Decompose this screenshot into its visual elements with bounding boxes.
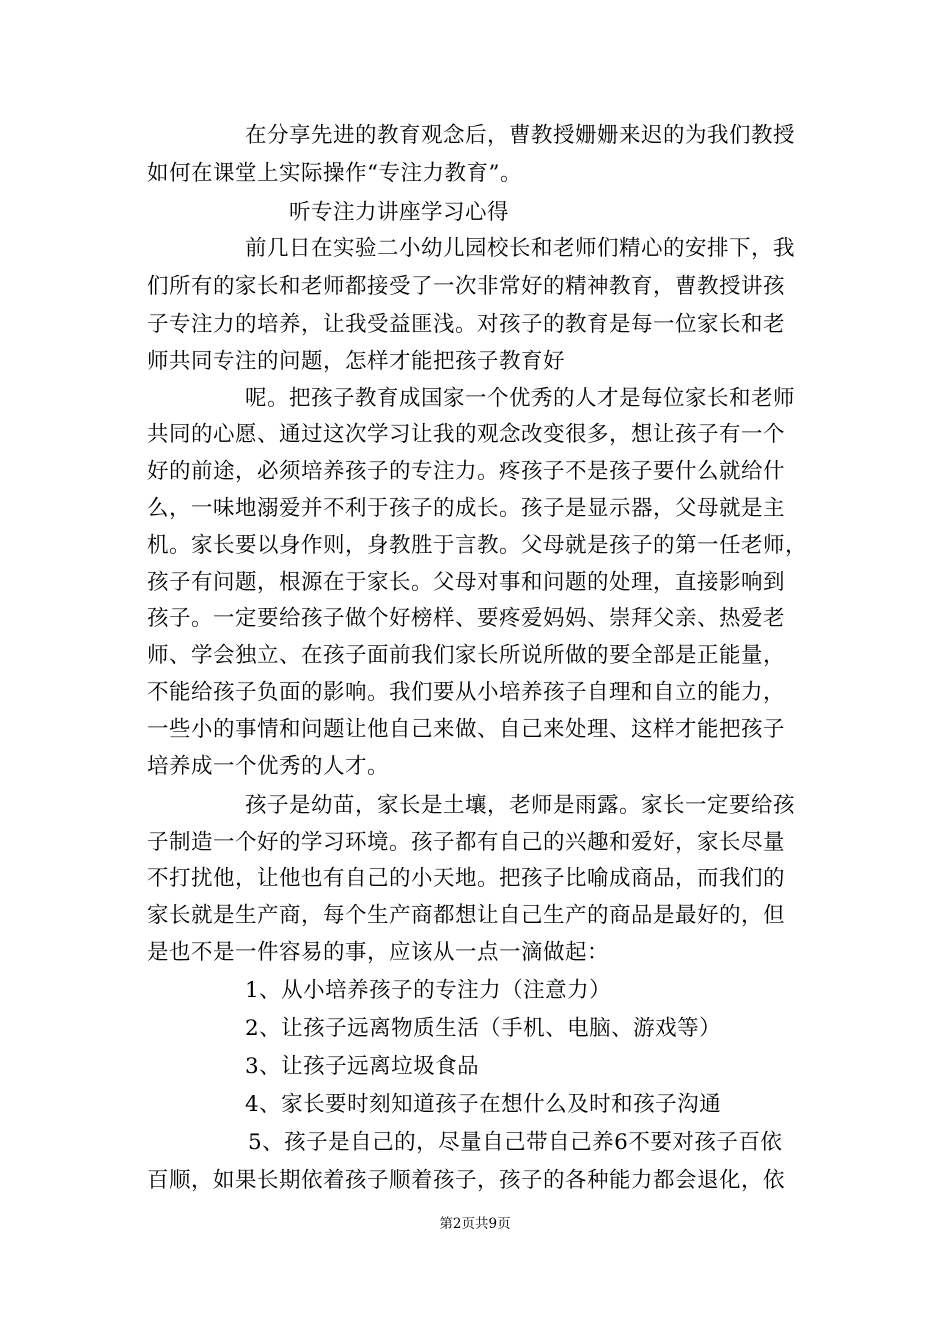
- list-item: 1、从小培养孩子的专注力（注意力）: [245, 978, 612, 1003]
- text-line: 前几日在实验二小幼儿园校长和老师们精心的安排下，我: [245, 236, 796, 261]
- text-line: 么，一味地溺爱并不利于孩子的成长。孩子是显示器，父母就是主: [147, 496, 786, 521]
- text-line: 师共同专注的问题，怎样才能把孩子教育好: [147, 349, 566, 374]
- text-line: 好的前途，必须培养孩子的专注力。疼孩子不是孩子要什么就给什: [147, 459, 786, 484]
- text-line: 家长就是生产商，每个生产商都想让自己生产的商品是最好的，但: [147, 903, 786, 928]
- text-line: 孩子。一定要给孩子做个好榜样、要疼爱妈妈、崇拜父亲、热爱老: [147, 606, 786, 631]
- list-item: 4、家长要时刻知道孩子在想什么及时和孩子沟通: [245, 1092, 722, 1117]
- text-line: 呢。把孩子教育成国家一个优秀的人才是每位家长和老师: [245, 386, 796, 411]
- list-item: 5、孩子是自己的，尽量自己带自己养6不要对孩子百依: [248, 1130, 783, 1155]
- text-line: 一些小的事情和问题让他自己来做、自己来处理、这样才能把孩子: [147, 717, 786, 742]
- text-line: 百顺，如果长期依着孩子顺着孩子，孩子的各种能力都会退化，依: [147, 1168, 786, 1193]
- text-line: 是也不是一件容易的事，应该从一点一滴做起：: [147, 940, 610, 965]
- text-line: 孩子有问题，根源在于家长。父母对事和问题的处理，直接影响到: [147, 570, 786, 595]
- text-line: 如何在课堂上实际操作“专注力教育”。: [147, 161, 522, 186]
- text-line: 在分享先进的教育观念后，曹教授姗姗来迟的为我们教授: [245, 123, 796, 148]
- list-item: 3、让孩子远离垃圾食品: [245, 1054, 480, 1079]
- text-line: 不打扰他，让他也有自己的小天地。把孩子比喻成商品，而我们的: [147, 866, 786, 891]
- text-line: 机。家长要以身作则，身教胜于言教。父母就是孩子的第一任老师，: [147, 533, 808, 558]
- text-line: 们所有的家长和老师都接受了一次非常好的精神教育，曹教授讲孩: [147, 274, 786, 299]
- section-heading: 听专注力讲座学习心得: [289, 200, 510, 225]
- text-line: 共同的心愿、通过这次学习让我的观念改变很多，想让孩子有一个: [147, 422, 786, 447]
- text-line: 子制造一个好的学习环境。孩子都有自己的兴趣和爱好，家长尽量: [147, 830, 786, 855]
- text-line: 不能给孩子负面的影响。我们要从小培养孩子自理和自立的能力，: [147, 680, 786, 705]
- page-footer: 第2页共9页: [439, 1216, 511, 1232]
- text-line: 培养成一个优秀的人才。: [147, 754, 390, 779]
- list-item: 2、让孩子远离物质生活（手机、电脑、游戏等）: [245, 1016, 722, 1041]
- text-line: 孩子是幼苗，家长是土壤，老师是雨露。家长一定要给孩: [245, 793, 796, 818]
- text-line: 子专注力的培养，让我受益匪浅。对孩子的教育是每一位家长和老: [147, 312, 786, 337]
- text-line: 师、学会独立、在孩子面前我们家长所说所做的要全部是正能量，: [147, 643, 786, 668]
